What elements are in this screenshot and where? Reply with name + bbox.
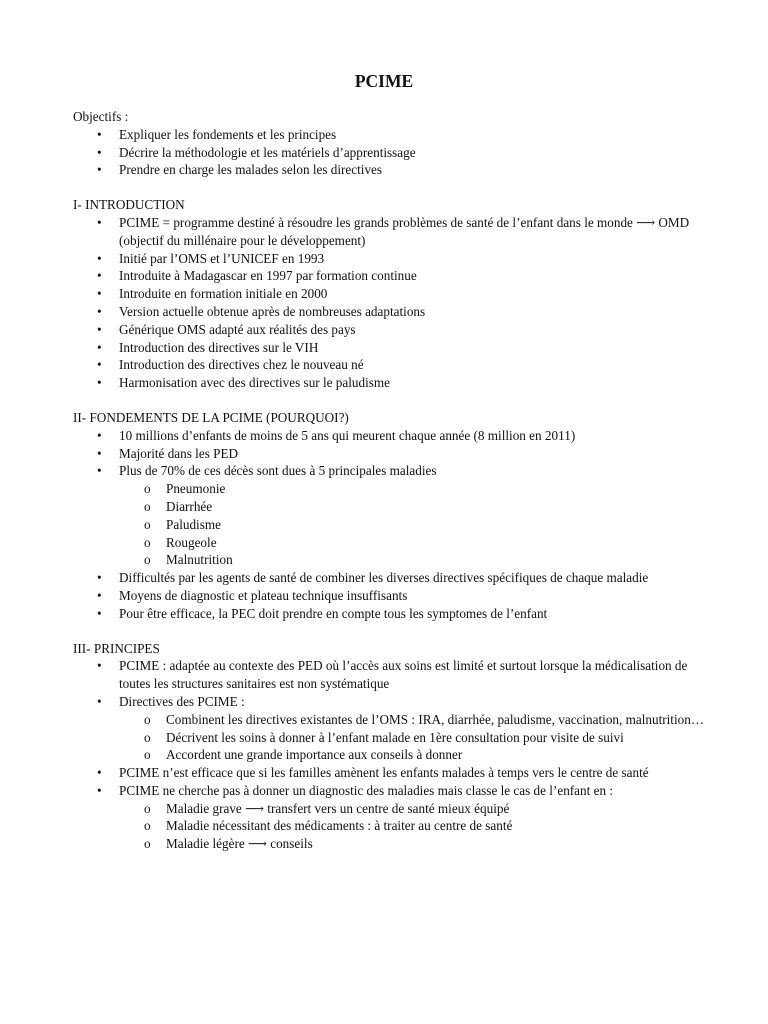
list-item: • PCIME = programme destiné à résoudre les grands problèmes de santé de l’enfant dans le monde ⟶ OMD (objectif du millénaire pour le développement) bbox=[73, 214, 713, 250]
sub-list-item: o Paludisme bbox=[73, 516, 713, 534]
list-item: • Introduction des directives chez le nouveau né bbox=[73, 356, 713, 374]
list-item: • Prendre en charge les malades selon les directives bbox=[73, 161, 713, 179]
bullet-list bbox=[73, 657, 713, 853]
sub-list-item: o Malnutrition bbox=[73, 551, 713, 569]
sub-list-item: o Accordent une grande importance aux conseils à donner bbox=[73, 746, 713, 764]
document-body bbox=[73, 108, 713, 853]
section-principes bbox=[73, 640, 713, 854]
list-item: • Introduction des directives sur le VIH bbox=[73, 339, 713, 357]
list-item: • Introduite en formation initiale en 2000 bbox=[73, 285, 713, 303]
sub-list-item: o Rougeole bbox=[73, 534, 713, 552]
list-item: • Générique OMS adapté aux réalités des pays bbox=[73, 321, 713, 339]
list-item: • Plus de 70% de ces décès sont dues à 5 principales maladies bbox=[73, 462, 713, 480]
list-item: • Harmonisation avec des directives sur le paludisme bbox=[73, 374, 713, 392]
document-title: PCIME bbox=[354, 71, 414, 91]
list-item: • Version actuelle obtenue après de nombreuses adaptations bbox=[73, 303, 713, 321]
list-item: • PCIME n’est efficace que si les familles amènent les enfants malades à temps vers le centre de santé bbox=[73, 764, 713, 782]
list-item: • PCIME ne cherche pas à donner un diagnostic des maladies mais classe le cas de l’enfant en : bbox=[73, 782, 713, 800]
sub-list-item: o Diarrhée bbox=[73, 498, 713, 516]
bullet-list bbox=[73, 214, 713, 392]
sub-list-item: o Décrivent les soins à donner à l’enfant malade en 1ère consultation pour visite de suivi bbox=[73, 729, 713, 747]
sub-list-item: o Maladie nécessitant des médicaments : à traiter au centre de santé bbox=[73, 817, 713, 835]
sub-list-item: o Maladie légère ⟶ conseils bbox=[73, 835, 713, 853]
list-item: • Introduite à Madagascar en 1997 par formation continue bbox=[73, 267, 713, 285]
list-item: • Initié par l’OMS et l’UNICEF en 1993 bbox=[73, 250, 713, 268]
bullet-list bbox=[73, 427, 713, 623]
section-introduction bbox=[73, 196, 713, 392]
bullet-list bbox=[73, 126, 713, 179]
section-heading: Objectifs : bbox=[73, 109, 129, 124]
list-item: • Difficultés par les agents de santé de combiner les diverses directives spécifiques de chaque maladie bbox=[73, 569, 713, 587]
sub-list-item: o Maladie grave ⟶ transfert vers un centre de santé mieux équipé bbox=[73, 800, 713, 818]
list-item: • PCIME : adaptée au contexte des PED où l’accès aux soins est limité et surtout lorsque la médicalisation de toutes les structures sanitaires est non systématique bbox=[73, 657, 713, 693]
list-item: • Expliquer les fondements et les principes bbox=[73, 126, 713, 144]
section-objectifs bbox=[73, 108, 713, 179]
list-item: • 10 millions d’enfants de moins de 5 ans qui meurent chaque année (8 million en 2011) bbox=[73, 427, 713, 445]
sub-list-item: o Combinent les directives existantes de l’OMS : IRA, diarrhée, paludisme, vaccination, malnutrition… bbox=[73, 711, 713, 729]
list-item: • Pour être efficace, la PEC doit prendre en compte tous les symptomes de l’enfant bbox=[73, 605, 713, 623]
section-heading: I- INTRODUCTION bbox=[73, 197, 185, 213]
section-heading: II- FONDEMENTS DE LA PCIME (POURQUOI?) bbox=[73, 409, 349, 425]
list-item: • Majorité dans les PED bbox=[73, 445, 713, 463]
section-heading: III- PRINCIPES bbox=[73, 640, 160, 656]
section-fondements bbox=[73, 409, 713, 623]
sub-list-item: o Pneumonie bbox=[73, 480, 713, 498]
list-item: • Directives des PCIME : bbox=[73, 693, 713, 711]
list-item: • Moyens de diagnostic et plateau technique insuffisants bbox=[73, 587, 713, 605]
list-item: • Décrire la méthodologie et les matériels d’apprentissage bbox=[73, 144, 713, 162]
